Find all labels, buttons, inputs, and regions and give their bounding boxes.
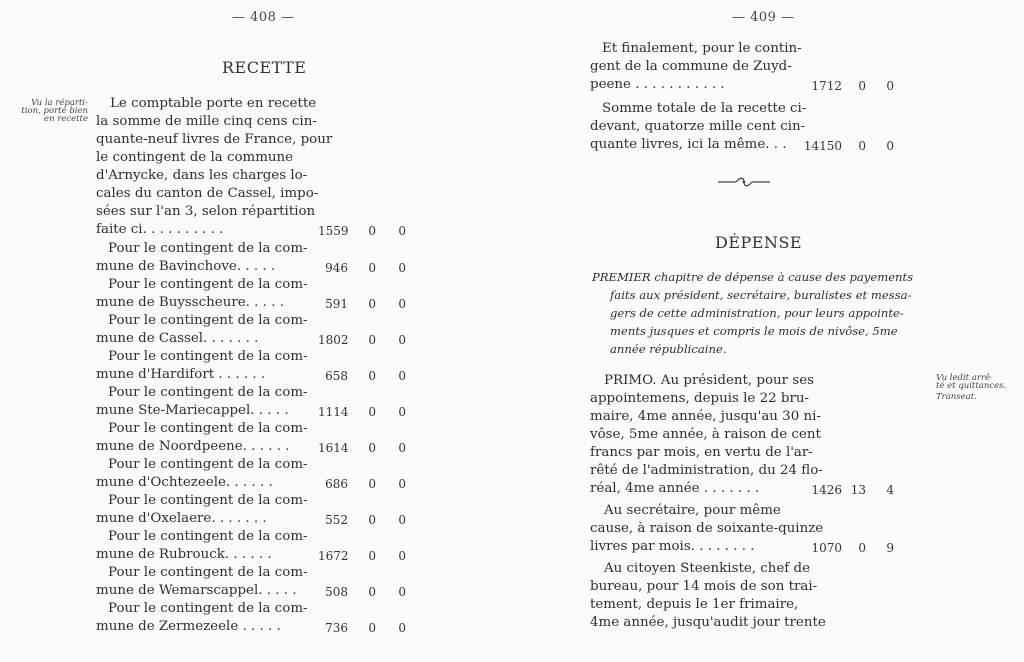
- text-line: mune de Noordpeene. . . . . .: [96, 439, 290, 454]
- amount-sous: 0: [368, 621, 376, 635]
- amount-deniers: 4: [886, 483, 894, 497]
- margin-note: [936, 374, 1022, 401]
- ornament-divider-icon: [716, 176, 772, 188]
- amount-deniers: 0: [398, 369, 406, 383]
- text-line: quante livres, ici la même. . .: [590, 137, 787, 152]
- amount-livres: 1802: [318, 333, 349, 347]
- amount-sous: 0: [368, 477, 376, 491]
- right-page: [512, 0, 1024, 662]
- text-line: maire, 4me année, jusqu'au 30 ni-: [590, 409, 821, 424]
- amount-deniers: 0: [886, 79, 894, 93]
- amount-deniers: 0: [398, 549, 406, 563]
- text-line: mune de Rubrouck. . . . . .: [96, 547, 272, 562]
- amount-row: [318, 367, 406, 385]
- text-line: faits aux président, secrétaire, buralistes et messa-: [610, 288, 912, 302]
- text-line: Pour le contingent de la com-: [108, 601, 308, 616]
- section-title: RECETTE: [222, 58, 307, 77]
- amount-deniers: 0: [398, 441, 406, 455]
- text-line: PRIMO. Au président, pour ses: [604, 373, 814, 388]
- margin-note-line: Vu ledit arrê-: [936, 373, 993, 383]
- amount-deniers: 0: [398, 585, 406, 599]
- text-line: mune d'Ochtezeele. . . . . .: [96, 475, 273, 490]
- text-line: Pour le contingent de la com-: [108, 241, 308, 256]
- text-line: le contingent de la commune: [96, 150, 294, 165]
- amount-row: [318, 331, 406, 349]
- amount-row: [318, 222, 406, 240]
- margin-note-line: té et quittances.: [936, 381, 1007, 391]
- amount-deniers: 0: [398, 224, 406, 238]
- margin-note-line: tion, porté bien: [21, 106, 88, 116]
- amount-row: [318, 619, 406, 637]
- amount-livres: 736: [325, 621, 348, 635]
- text-line: faite ci. . . . . . . . . .: [96, 222, 224, 237]
- text-line: Pour le contingent de la com-: [108, 493, 308, 508]
- text-line: PREMIER chapitre de dépense à cause des payements: [592, 270, 914, 284]
- text-line: vôse, 5me année, à raison de cent: [590, 427, 821, 442]
- margin-note-line: en recette: [44, 114, 88, 124]
- amount-row: [318, 511, 406, 529]
- amount-deniers: 0: [398, 621, 406, 635]
- text-line: bureau, pour 14 mois de son trai-: [590, 579, 818, 594]
- text-line: gent de la commune de Zuyd-: [590, 59, 792, 74]
- amount-sous: 0: [368, 513, 376, 527]
- amount-livres: 1672: [318, 549, 349, 563]
- amount-livres: 658: [325, 369, 348, 383]
- amount-row: [318, 583, 406, 601]
- text-line: quante-neuf livres de France, pour: [96, 132, 333, 147]
- amount-livres: 1559: [318, 224, 349, 238]
- amount-sous: 0: [368, 333, 376, 347]
- text-line: mune Ste-Mariecappel. . . . .: [96, 403, 289, 418]
- text-line: Somme totale de la recette ci-: [602, 101, 807, 116]
- text-line: mune de Bavinchove. . . . .: [96, 259, 276, 274]
- text-line: mune de Wemarscappel. . . . .: [96, 583, 297, 598]
- text-line: Pour le contingent de la com-: [108, 385, 308, 400]
- page-number: — 409 —: [732, 10, 795, 25]
- text-line: Le comptable porte en recette: [110, 96, 317, 111]
- text-line: réal, 4me année . . . . . . .: [590, 481, 760, 496]
- amount-deniers: 0: [398, 513, 406, 527]
- amount-row: [318, 259, 406, 277]
- amount-sous: 0: [368, 585, 376, 599]
- amount-row: [318, 547, 406, 565]
- amount-sous: 13: [850, 483, 866, 497]
- text-line: mune d'Oxelaere. . . . . . .: [96, 511, 267, 526]
- amount-sous: 0: [368, 297, 376, 311]
- text-line: cause, à raison de soixante-quinze: [590, 521, 824, 536]
- amount-deniers: 0: [398, 297, 406, 311]
- page-number: — 408 —: [232, 10, 295, 25]
- text-line: 4me année, jusqu'audit jour trente: [590, 615, 826, 630]
- amount-livres: 1070: [811, 541, 842, 555]
- margin-note-line: Transeat.: [936, 392, 977, 402]
- amount-deniers: 0: [398, 405, 406, 419]
- text-line: peene . . . . . . . . . . .: [590, 77, 725, 92]
- text-line: tement, depuis le 1er frimaire,: [590, 597, 799, 612]
- amount-deniers: 0: [398, 333, 406, 347]
- amount-sous: 0: [368, 549, 376, 563]
- amount-deniers: 0: [886, 139, 894, 153]
- amount-sous: 0: [368, 261, 376, 275]
- text-line: année républicaine.: [610, 342, 727, 356]
- text-line: ments jusques et compris le mois de nivôse, 5me: [610, 324, 898, 338]
- text-line: Pour le contingent de la com-: [108, 529, 308, 544]
- amount-row: [808, 77, 894, 95]
- amount-row: [808, 539, 894, 557]
- amount-livres: 686: [325, 477, 348, 491]
- amount-sous: 0: [368, 405, 376, 419]
- amount-livres: 552: [325, 513, 348, 527]
- amount-livres: 591: [325, 297, 348, 311]
- text-line: rêté de l'administration, du 24 flo-: [590, 463, 823, 478]
- text-line: Pour le contingent de la com-: [108, 457, 308, 472]
- margin-note-line: Vu la réparti-: [31, 98, 88, 108]
- margin-note: [10, 99, 88, 123]
- amount-deniers: 9: [886, 541, 894, 555]
- amount-sous: 0: [858, 79, 866, 93]
- amount-livres: 1614: [318, 441, 349, 455]
- amount-livres: 1114: [318, 405, 349, 419]
- text-line: appointemens, depuis le 22 bru-: [590, 391, 810, 406]
- text-line: Au citoyen Steenkiste, chef de: [604, 561, 811, 576]
- amount-row: [318, 295, 406, 313]
- text-line: d'Arnycke, dans les charges lo-: [96, 168, 308, 183]
- text-line: Pour le contingent de la com-: [108, 565, 308, 580]
- text-line: Pour le contingent de la com-: [108, 313, 308, 328]
- text-line: sées sur l'an 3, selon répartition: [96, 204, 316, 219]
- text-line: Pour le contingent de la com-: [108, 421, 308, 436]
- amount-sous: 0: [858, 541, 866, 555]
- text-line: la somme de mille cinq cens cin-: [96, 114, 317, 129]
- amount-livres: 14150: [803, 139, 842, 153]
- amount-livres: 1712: [811, 79, 842, 93]
- text-line: mune de Zermezeele . . . . .: [96, 619, 281, 634]
- text-line: mune d'Hardifort . . . . . .: [96, 367, 266, 382]
- amount-row: [808, 481, 894, 499]
- amount-sous: 0: [368, 224, 376, 238]
- amount-sous: 0: [368, 441, 376, 455]
- amount-sous: 0: [368, 369, 376, 383]
- text-line: Pour le contingent de la com-: [108, 277, 308, 292]
- text-line: livres par mois. . . . . . . .: [590, 539, 755, 554]
- text-line: mune de Buysscheure. . . . .: [96, 295, 284, 310]
- text-line: mune de Cassel. . . . . . .: [96, 331, 259, 346]
- text-line: cales du canton de Cassel, impo-: [96, 186, 319, 201]
- amount-livres: 946: [325, 261, 348, 275]
- text-line: devant, quatorze mille cent cin-: [590, 119, 806, 134]
- amount-sous: 0: [858, 139, 866, 153]
- amount-livres: 1426: [811, 483, 842, 497]
- amount-livres: 508: [325, 585, 348, 599]
- amount-row: [318, 439, 406, 457]
- amount-deniers: 0: [398, 261, 406, 275]
- amount-row: [318, 403, 406, 421]
- text-line: gers de cette administration, pour leurs appointe-: [610, 306, 904, 320]
- text-line: francs par mois, en vertu de l'ar-: [590, 445, 813, 460]
- amount-deniers: 0: [398, 477, 406, 491]
- text-line: Au secrétaire, pour même: [604, 503, 781, 518]
- text-line: Pour le contingent de la com-: [108, 349, 308, 364]
- amount-row: [318, 475, 406, 493]
- text-line: Et finalement, pour le contin-: [602, 41, 802, 56]
- amount-row: [802, 137, 894, 155]
- section-title: DÉPENSE: [715, 233, 803, 252]
